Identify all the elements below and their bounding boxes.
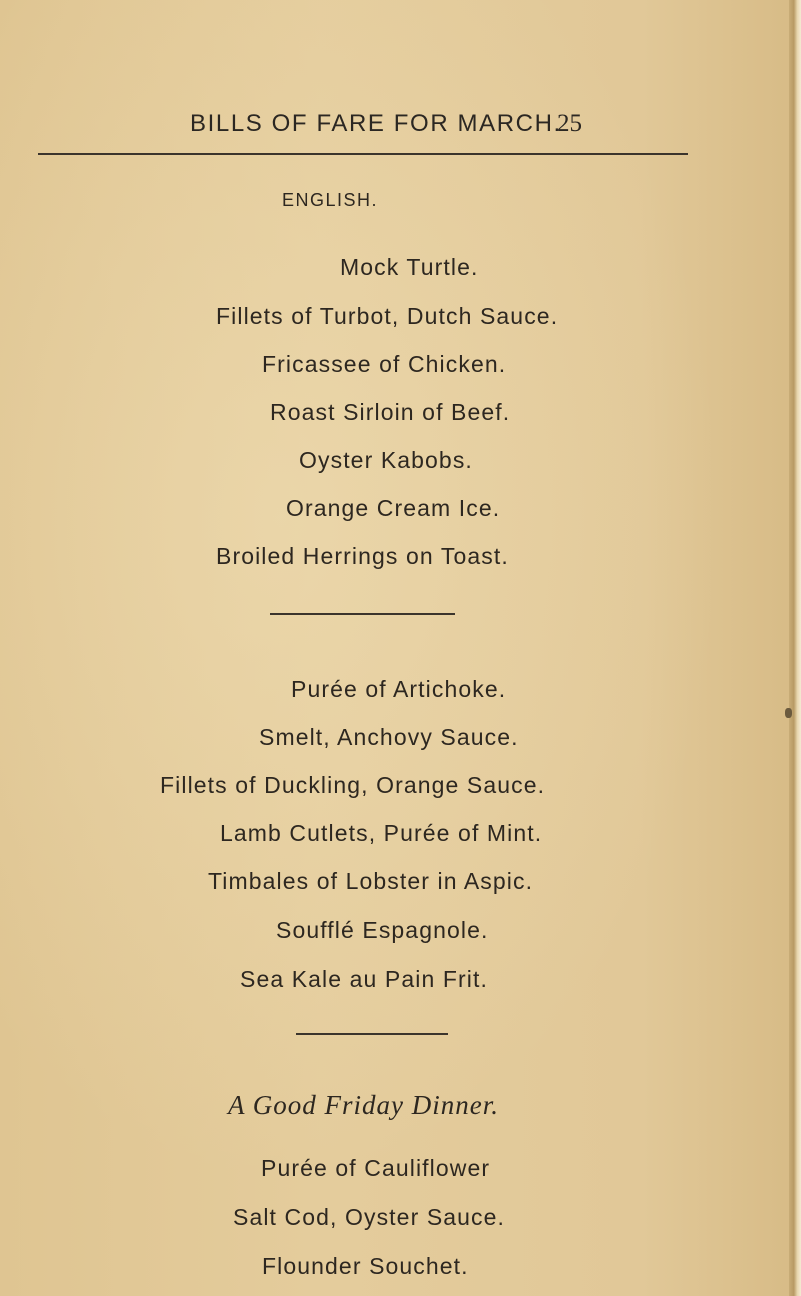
page-edge xyxy=(789,0,801,1296)
menu-item: Flounder Souchet. xyxy=(262,1253,469,1279)
section-divider xyxy=(270,613,455,615)
menu-item: Timbales of Lobster in Aspic. xyxy=(208,868,534,894)
menu-item: Purée of Artichoke. xyxy=(291,676,507,702)
menu-item: Fricassee of Chicken. xyxy=(262,351,507,377)
running-head xyxy=(0,110,801,140)
menu-item: Soufflé Espagnole. xyxy=(276,917,489,943)
menu-item: Broiled Herrings on Toast. xyxy=(216,543,509,569)
menu-item: Salt Cod, Oyster Sauce. xyxy=(233,1204,506,1230)
menu-item: Mock Turtle. xyxy=(340,254,479,280)
menu-item: Lamb Cutlets, Purée of Mint. xyxy=(220,820,543,846)
page-number: 25 xyxy=(557,110,582,137)
menu-item: Sea Kale au Pain Frit. xyxy=(240,966,488,992)
header-rule xyxy=(38,153,688,155)
menu-item: Purée of Cauliflower xyxy=(261,1155,491,1181)
menu-item: Oyster Kabobs. xyxy=(299,447,473,473)
section-divider xyxy=(296,1033,448,1035)
running-title: BILLS OF FARE FOR MARCH. xyxy=(190,110,562,137)
menu-item: Roast Sirloin of Beef. xyxy=(270,399,511,425)
menu-item: Fillets of Turbot, Dutch Sauce. xyxy=(216,303,559,329)
section-heading-english: ENGLISH. xyxy=(282,190,379,210)
menu-item: Orange Cream Ice. xyxy=(286,495,501,521)
menu-item: Smelt, Anchovy Sauce. xyxy=(259,724,519,750)
paper-blemish xyxy=(785,708,792,718)
section-heading-good-friday: A Good Friday Dinner. xyxy=(228,1090,499,1120)
menu-item: Fillets of Duckling, Orange Sauce. xyxy=(160,772,546,798)
